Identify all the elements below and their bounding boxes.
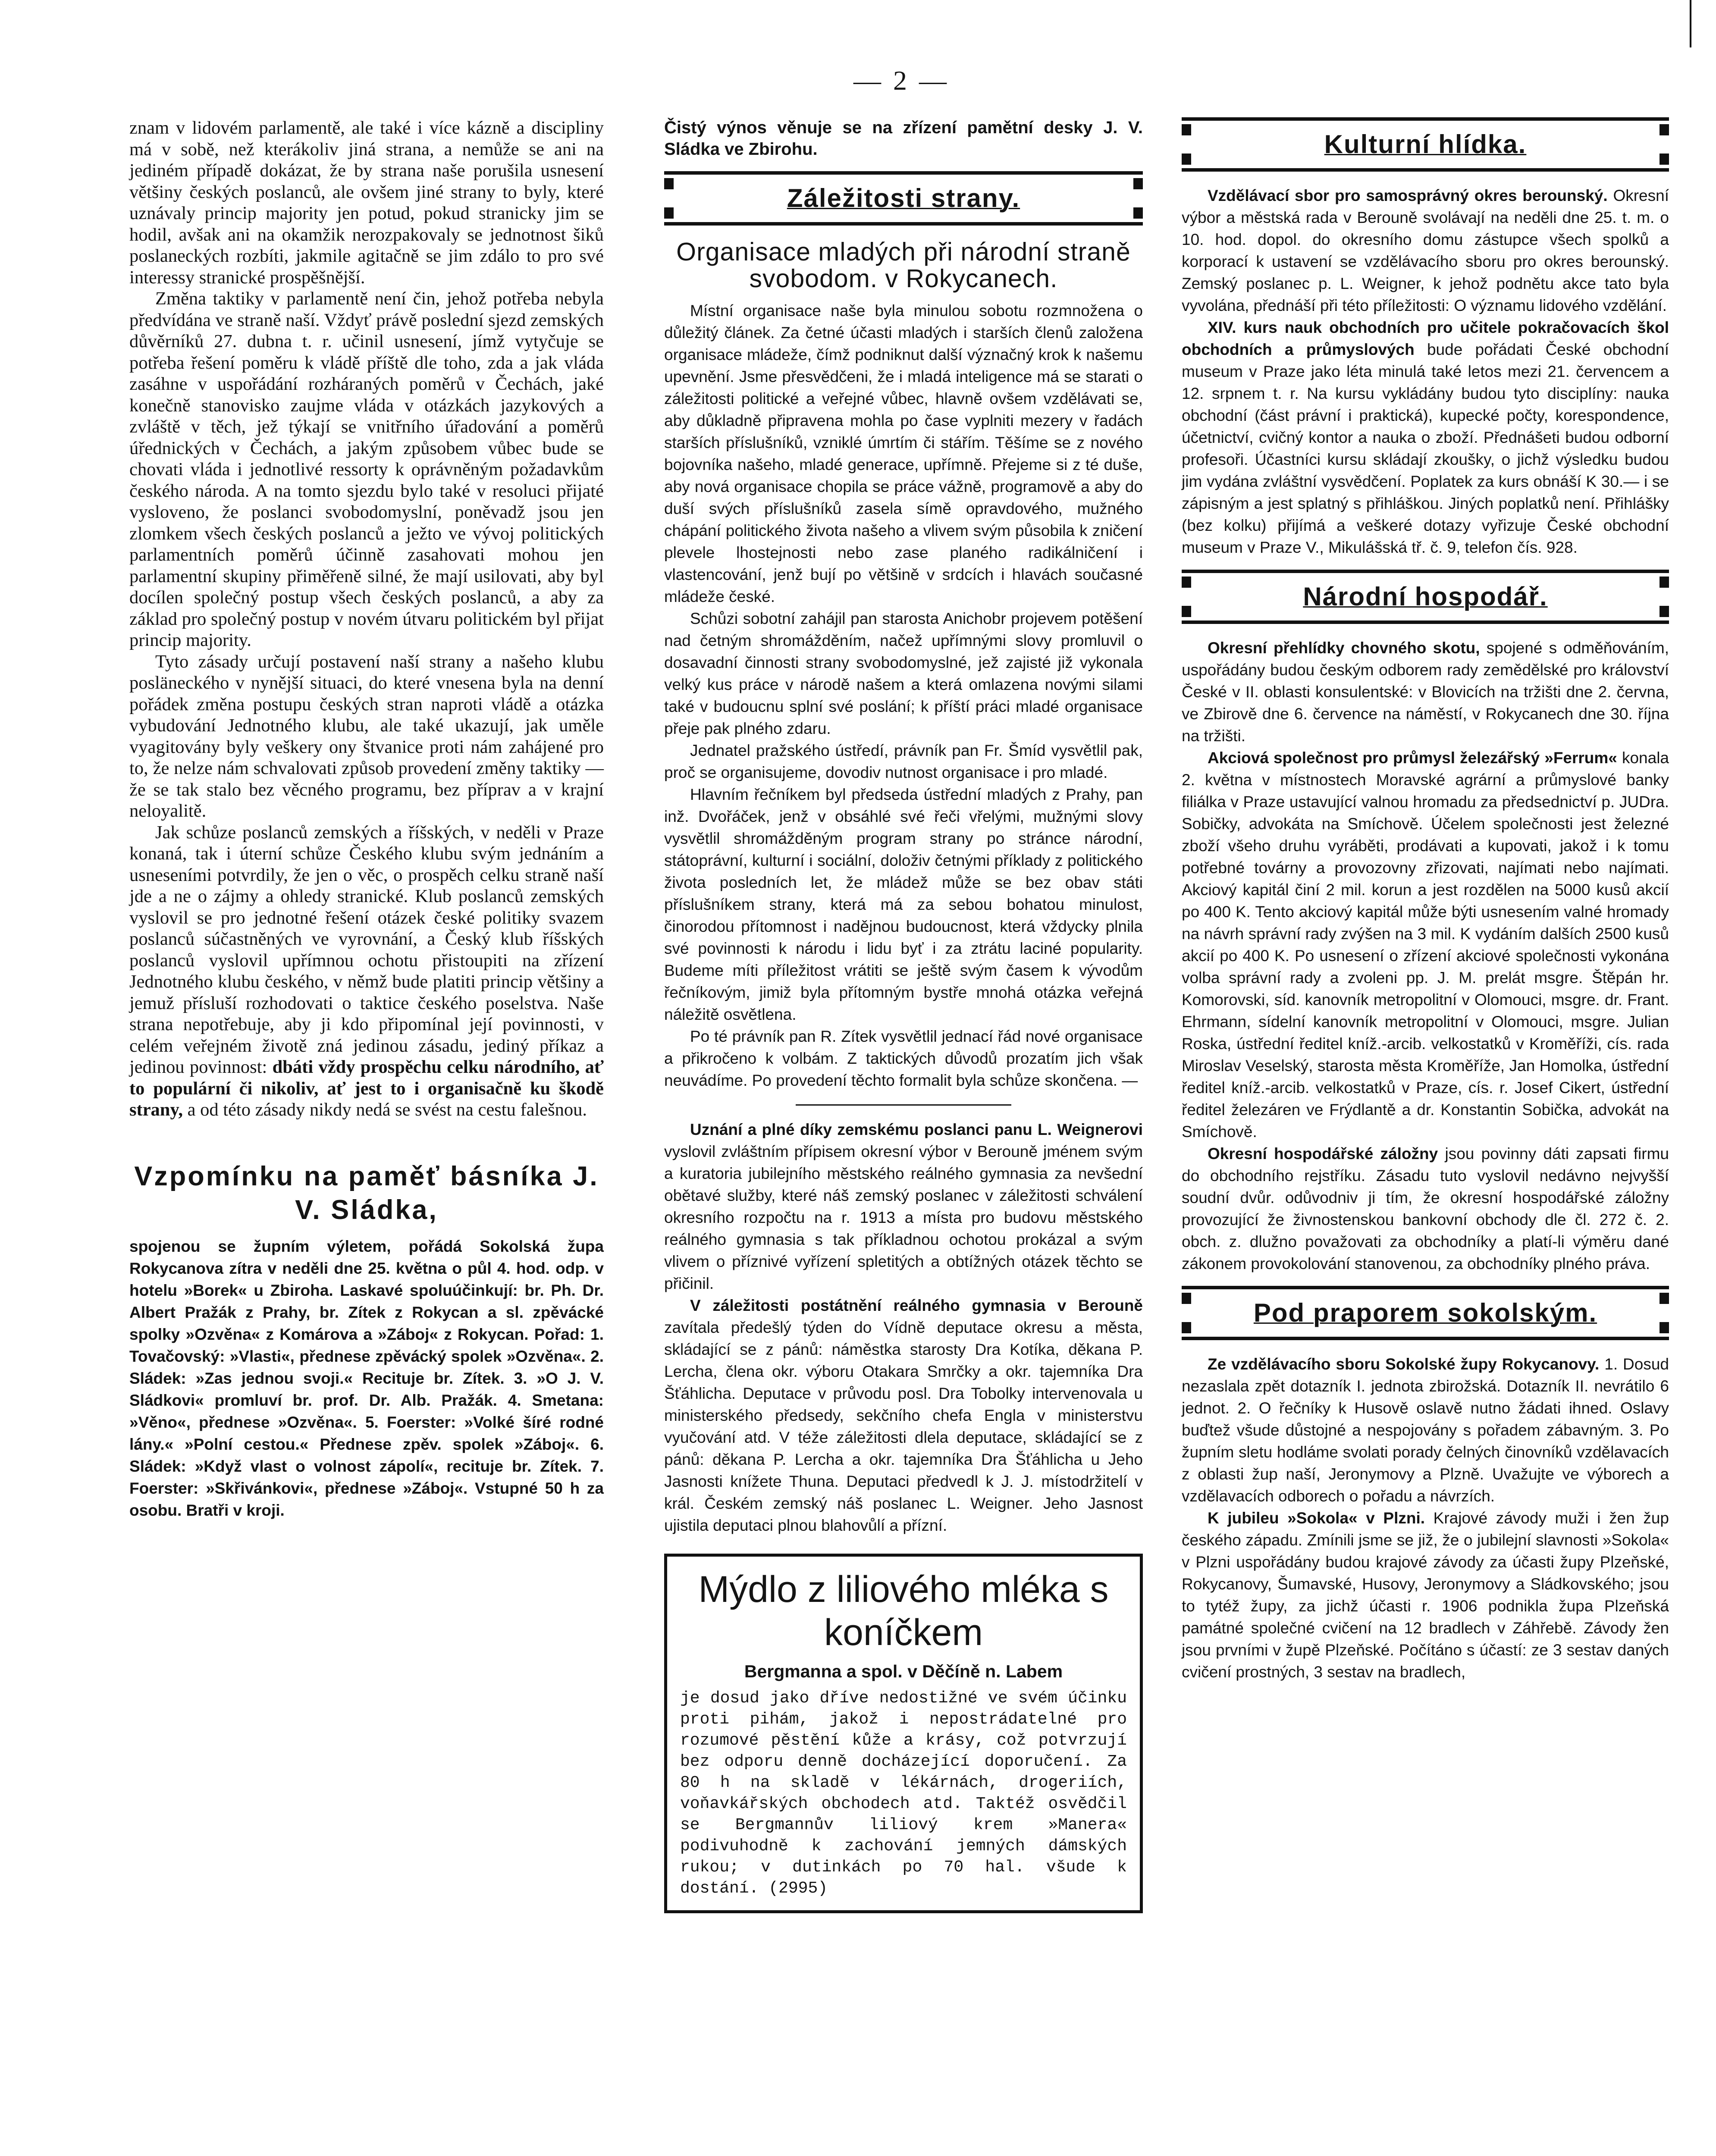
- column-3: [1182, 117, 1669, 1683]
- corner-square-icon: [664, 178, 674, 189]
- paragraph: [1182, 185, 1669, 317]
- corner-square-icon: [1660, 1293, 1669, 1304]
- paragraph: znam v lidovém parlamentě, ale také i více kázně a discipliny má v sobě, než kterákoliv jiná strana, a nemůže se ani na jediném případě dokázat, že by strana naše porušila usnesení většiny českých poslanců, ale ovšem jiné strany to byly, které uznávaly princip majority jen potud, pokud stranicky jim se hodil, avšak ani na okamžik nerozpakovaly se jednotnost šiků poslaneckých rozbíti, jakmile agitačně se jim zdálo to pro své interessy stranické prospěšnější.: [129, 118, 604, 288]
- paragraph: [1182, 637, 1669, 747]
- article-heading: Organisace mladých při národní straně svobodom. v Rokycanech.: [676, 238, 1131, 293]
- bold-text: Ze vzdělávacího sboru Sokolské župy Rokycanovy.: [1208, 1355, 1600, 1373]
- corner-square-icon: [1182, 577, 1191, 588]
- ad-company: Bergmanna a spol. v Děčíně n. Labem: [744, 1661, 1063, 1681]
- section-title: Národní hospodář.: [1303, 582, 1548, 611]
- paragraph-text: Jak schůze poslanců zemských a říšských, v neděli v Praze konaná, tak i úterní schůze Českého klubu svým jednáním a usneseními potvrdily, že jen o věc, o prospěch celku straně naší jde a ne o zájmy a ohledy stranické. Klub poslanců zemských vyslovil se pro jednotné řešení otázek české politiky svazem poslanců súčastněných ve vyrovnání, a Český klub říšských poslanců vyslovil upřímnou ochotu přistoupiti na zřízení Jednotného klubu českého, v němž bude platiti princip většiny a jemuž přísluší rozhodovati o taktice českého poselstva. Naše strana nepotřebuje, aby ji kdo připomínal její povinnosti, v celém veřejném životě zná jedinou zásadu, jediný příkaz a jedinou povinnost:: [129, 822, 604, 1077]
- bold-text: XIV. kurs nauk obchodních pro učitele pokračovacích škol obchodních a průmyslových: [1182, 319, 1669, 358]
- paragraph-text: vyslovil zvláštním přípisem okresní výbor v Berouně jménem svým a kuratoria jubilejního městského reálného gymnasia za nevšední obětavé služby, které náš zemský poslanec v záležitosti schválení okresního rozpočtu na r. 1913 a místa pro budovu městského reálného gymnasia s tak příkladnou ochotou prokázal a svým vlivem o příznivé vyřízení spletitých a obtížných otázek těchto se přičinil.: [664, 1143, 1143, 1292]
- paragraph: Schůzi sobotní zahájil pan starosta Anichobr projevem potěšení nad četným shromážděním, načež upřímnými slovy promluvil o dosavadní činnosti strany svobodomyslné, jež zajisté již vykonala velký kus práce v národě našem a která omlazena novými silami také v budoucnu splní své poslání; k příští práci mladé organisace přeje pak plného zdaru.: [664, 610, 1143, 737]
- section-header-box: [1182, 1286, 1669, 1340]
- ad-body: je dosud jako dříve nedostižné ve svém účinku proti pihám, jakož i nepostrádatelné pro rozumové pěstění kůže a krásy, což potvrzují bez odporu denně docházející doporučení. Za 80 h na skladě v lékárnách, drogeriích, voňavkářských obchodech atd. Taktéž osvědčil se Bergmannův liliový krem »Manera« podivuhodně k zachování jemných dámských rukou; v dutinkách po 70 hal. všude k dostání. (2995): [680, 1689, 1127, 1898]
- paragraph-text: Krajové závody muži i žen žup českého západu. Zmínili jsme se již, že o jubilejní slavnosti »Sokola« v Plzni uspořádány budou krajové závody za účasti župy Plzeňské, Rokycanovy, Šumavské, Husovy, Jeronymovy a Sládkovského; jsou to tytéž župy, za jichž účasti r. 1906 podnikla župa Plzeňská památné společné cvičení na 12 bradlech v Záhřebě. Závody žen jsou prvními v župě Plzeňské. Počítáno s účastí: ze 3 sestav daných cvičení prostných, 3 sestav na bradlech,: [1182, 1509, 1669, 1681]
- corner-square-icon: [1182, 124, 1191, 135]
- paragraph: Hlavním řečníkem byl předseda ústřední mladých z Prahy, pan inž. Dvořáček, jenž v obsáhlé své řeči vřelými, mužnými slovy vysvětlil shromážděným program strany po stránce národní, státoprávní, kulturní i sociální, doloživ četnými příklady z politického života posledních let, že mládež může se bez obav státi příslušníkem strany, která má za sebou bohatou minulost, činorodou přítomnost i nadějnou budoucnost, která vždycky plnila své povinnosti k národu i lidu byť i za ztrátu laciné popularity. Budeme míti příležitost vrátiti se ještě svým časem k vývodům řečníkovým, jimiž byla přítomným bystře mnohá otázka veřejná náležitě osvětlena.: [664, 786, 1143, 1023]
- corner-square-icon: [1660, 154, 1669, 165]
- section-header-box: [1182, 117, 1669, 172]
- page-number: — 2 —: [853, 65, 949, 96]
- corner-square-icon: [1182, 1322, 1191, 1333]
- paragraph: [1182, 1353, 1669, 1507]
- advertisement: [664, 1554, 1143, 1913]
- paragraph: [664, 1119, 1143, 1294]
- corner-square-icon: [1182, 154, 1191, 165]
- bold-text: Okresní přehlídky chovného skotu,: [1208, 639, 1480, 657]
- paragraph: [1182, 1143, 1669, 1275]
- bold-text: Okresní hospodářské záložny: [1208, 1145, 1438, 1163]
- corner-square-icon: [1182, 1293, 1191, 1304]
- bold-text: dbáti vždy prospěchu celku národního, ať to populární či nikoliv, ať jest to i organisačně ku škodě strany,: [129, 1057, 604, 1120]
- paragraph-text: jsou povinny dáti zapsati firmu do obchodního rejstříku. Zásadu tuto vyslovil nedávno nejvyšší soudní dvůr. odůvodniv ji tím, že okresní hospodářské záložny provozující že živnostenskou bankovní obchody dle čl. 272 č. 2. obch. z. dlužno považovati za obchodníky a platí-li výměru dané zákonem provokolování stanovenou, za obchodníky plného práva.: [1182, 1145, 1669, 1272]
- paragraph: Tyto zásady určují postavení naší strany a našeho klubu posläneckého v nynější situaci, do které vnesena byla na denní pořádek změna postupu českých stran naproti vládě a otázka vybudování Jednotného klubu, ale také ukazují, jak uměle vyagitovány byly veškery ony štvanice proti nám zahájené pro to, že nelze nám schvalovati způsob provedení změny taktiky — že se tak stalo bez věcného programu, bez příprav a v krajní neloyalitě.: [129, 651, 604, 821]
- section-header-box: [664, 171, 1143, 226]
- paragraph-text: konala 2. května v místnostech Moravské agrární a průmyslové banky filiálka v Praze ustavující valnou hromadu za předsednictví p. JUDra. Sobičky, advokáta na Smíchově. Účelem společnosti jest železné zboží všeho druhu vyráběti, prodávati a kupovati, jakož i k tomu potřebné továrny a provozovny zřizovati, najímati nebo najímati. Akciový kapitál činí 2 mil. korun a jest rozdělen na 5000 kusů akcií po 400 K. Tento akciový kapitál může býti usnesením valné hromady na návrh správní rady zvýšen na 3 mil. K vydáním dalších 2500 kusů akcií po 400 K. Po usnesení o zřízení akciové společnosti vykonána volba správní rady a zvoleni pp. J. M. prelát msgre. Štěpán hr. Komorovski, síd. kanovník metropolitní v Olomouci, msgre. dr. Frant. Ehrmann, sídelní kanovník metropolitní v Olomouci, msgre. Julian Roska, ústřední ředitel kníž.-arcib. velkostatků v Kroměříži, cís. rada Miroslav Veselský, starosta města Kroměříže, Jan Homolka, ústřední ředitel kníž.-arcib. velkostatků v Praze, cís. r. Josef Cikert, ústřední ředitel železáren ve Frýdlantě a dr. Konstantin Sobička, advokát na Smíchově.: [1182, 749, 1669, 1141]
- paragraph: Změna taktiky v parlamentě není čin, jehož potřeba nebyla předvídána ve straně naší. Vždyť právě poslední sjezd zemských důvěrníků 27. dubna t. r. učinil usnesení, jímž vytyčuje se potřeba řešení poměru k vládě příště dle toho, zda a jak vláda zasáhne v uspořádání rozháraných poměrů v Čechách, jaké konečně stanovisko zaujme vláda v otázkách jazykových a zvláště v těch, jež týkají se vnitřního úřadování a poměrů úřednických v Čechách, a jakým způsobem vůbec bude se chovati vláda i jednotlivé ressorty k oprávněným požadavkům českého národa. A na tomto sjezdu bylo také v resoluci přijaté vysloveno, že poslanci svobodomyslní, poněvadž jsou jen zlomkem všech českých poslanců a ježto ve vývoj politických parlamentních poměrů účinně zasahovati mohou jen parlamentní skupiny přiměřeně silné, že mají usilovati, aby byl docílen společný postup všech českých poslanců, a aby za základ pro společný postup v novém útvaru politickém byl přijat princip majority.: [129, 288, 604, 650]
- paragraph-text: Okresní výbor a městská rada v Berouně svolávají na neděli dne 25. t. m. o 10. hod. dopol. do okresního domu zástupce všech spolků a korporací k ustavení se vzdělávacího sboru pro okres berounský. Zemský poslanec p. L. Weigner, k jehož podnětu akce tato byla vyvolána, přednáší při této příležitosti: O významu lidového vzdělání.: [1182, 187, 1669, 314]
- paragraph: [1182, 317, 1669, 558]
- corner-square-icon: [1133, 207, 1143, 219]
- paragraph-text: a od této zásady nikdy nedá se svést na cestu falešnou.: [187, 1100, 587, 1120]
- scan-edge-mark: [1690, 0, 1691, 47]
- corner-square-icon: [1133, 178, 1143, 189]
- paragraph: spojenou se župním výletem, pořádá Sokolská župa Rokycanova zítra v neděli dne 25. května o půl 4. hod. odp. v hotelu »Borek« u Zbiroha. Laskavé spoluúčinkují: br. Ph. Dr. Albert Pražák z Prahy, br. Zítek z Rokycan a sl. zpěvácké spolky »Ozvěna« z Komárova a »Záboj« z Rokycan. Pořad: 1. Tovačovský: »Vlasti«, přednese zpěvácký spolek »Ozvěna«. 2. Sládek: »Zas jednou svoji.« Recituje br. Zítek. 3. »O J. V. Sládkovi« promluví br. prof. Dr. Alb. Pražák. 4. Smetana: »Věno«, přednese »Ozvěna«. 5. Foerster: »Volké šíré rodné lány.« »Polní cestou.« Přednese zpěv. spolek »Záboj«. 6. Sládek: »Když vlast o volnost zápolí«, recituje br. Zítek. 7. Foerster: »Skřivánkovi«, přednese »Záboj«. Vstupné 50 h za osobu. Bratři v kroji.: [129, 1237, 604, 1519]
- paragraph: [1182, 1507, 1669, 1683]
- section-header-box: [1182, 570, 1669, 624]
- section-title: Záležitosti strany.: [787, 184, 1020, 213]
- bold-text: Uznání a plné díky zemskému poslanci panu L. Weignerovi: [690, 1121, 1143, 1138]
- paragraph: [1182, 747, 1669, 1143]
- paragraph: [129, 822, 604, 1121]
- bold-text: Vzdělávací sbor pro samosprávný okres berounský.: [1208, 187, 1608, 204]
- column-1: [129, 117, 604, 1521]
- paragraph-text: spojené s odměňováním, uspořádány budou českým odborem rady zemědělské pro království České v II. oblasti konsulentské: v Blovicích na tržišti dne 2. června, ve Zbirově dne 6. července na náměstí, v Rokycanech dne 30. října na tržišti.: [1182, 639, 1669, 745]
- bold-text: Akciová společnost pro průmysl železářský »Ferrum«: [1208, 749, 1617, 767]
- corner-square-icon: [1660, 1322, 1669, 1333]
- corner-square-icon: [1660, 606, 1669, 617]
- bold-text: K jubileu »Sokola« v Plzni.: [1208, 1509, 1425, 1527]
- paragraph: Jednatel pražského ústředí, právník pan Fr. Šmíd vysvětlil pak, proč se organisujeme, dovodiv nutnost organisace i pro mladé.: [664, 742, 1143, 781]
- corner-square-icon: [664, 207, 674, 219]
- paragraph-text: 1. Dosud nezaslala zpět dotazník I. jednota zbirožská. Dotazník II. nevrátilo 6 jednot. 2. O řečníky k Husově oslavě nutno žádati ihned. Oslavy buďtež všude důstojné a nespojovány s pořadem zábavným. 3. Po župním sletu hodláme svolati porady čelných činovníků vzdělavacích z oblasti žup naší, Jeronymovy a Plzně. Uvažujte ve výborech a vzdělavacích odborech o pořadu a návrzích.: [1182, 1355, 1669, 1505]
- bold-text: V záležitosti postátnění reálného gymnasia v Berouně: [690, 1297, 1143, 1314]
- ad-title: Mýdlo z liliového mléka s koníčkem: [698, 1569, 1109, 1653]
- paragraph-text: zavítala předešlý týden do Vídně deputace okresu a města, skládající se z pánů: náměstka starosty Dra Kotíka, děkana P. Lercha, člena okr. výboru Otakara Smrčky a okr. tajemníka Dra Šťáhlicha. Deputace v průvodu posl. Dra Tobolky intervenovala u ministerského předsedy, sekčního chefa Engla v ministerstvu vyučování atd. V téže záležitosti dlela deputace, skládající se z pánů: děkana P. Lercha a okr. tajemníka Dra Šťáhlicha u Jeho Jasnosti knížete Thuna. Deputaci předvedl k J. J. místodržitelí v král. Českém zemský náš poslanec L. Weigner. Jeho Jasnost ujistila deputaci plnou blahovůlí a přízní.: [664, 1319, 1143, 1534]
- paragraph: Čistý výnos věnuje se na zřízení pamětní desky J. V. Sládka ve Zbirohu.: [664, 118, 1143, 159]
- article-heading: Vzpomínku na paměť básníka J. V. Sládka,: [134, 1161, 599, 1225]
- paragraph: [664, 1294, 1143, 1536]
- section-title: Pod praporem sokolským.: [1253, 1298, 1597, 1328]
- section-title: Kulturní hlídka.: [1324, 130, 1527, 159]
- corner-square-icon: [1182, 606, 1191, 617]
- paragraph: Po té právník pan R. Zítek vysvětlil jednací řád nové organisace a přikročeno k volbám. Z taktických důvodů prozatím jich však neuvádíme. Po provedení těchto formalit byla schůze skončena. —: [664, 1028, 1143, 1089]
- paragraph-text: bude pořádati České obchodní museum v Praze jako léta minulá také letos mezi 21. červencem a 12. srpnem t. r. Na kursu vykládány budou tyto disciplíny: nauka obchodní (část právní i praktická), kupecké počty, korespondence, účetnictví, cvičný kontor a nauka o zboží. Přednášeti budou odborní profesoři. Účastníci kursu skládají zkoušky, o jichž výsledku budou jim vydána zvláštní vysvědčení. Poplatek za kurs obnáší K 30.— i se zápisným a jest splatný s přihláškou. Jiných poplatků není. Přihlášky (bez kolku) přijímá a veškeré dotazy vyřizuje České obchodní museum v Praze V., Mikulášská tř. č. 9, telefon čís. 928.: [1182, 341, 1669, 556]
- column-2: [664, 117, 1143, 1913]
- paragraph: Místní organisace naše byla minulou sobotu rozmnožena o důležitý článek. Za četné účasti mladých i starších členů založena organisace mládeže, čímž podniknut další význačný krok k našemu upevnění. Jsme přesvědčeni, že i mladá inteligence má se starati o záležitosti politické a veřejné vůbec, hlavně ovšem vzdělávati se, aby důkladně připravena mohla po čase vyplniti mezery v řadách starších příslušníků, vzniklé úmrtím či stářím. Těšíme se z nového bojovníka našeho, mladé generace, upřímně. Přejeme si z té duše, aby nová organisace chopila se práce vážně, programově a aby do duší svých příslušníků zasela símě opravdového, mužného chápání politického života našeho a vlivem svým působila k zničení plevele lhostejnosti nebo zase planého radikálničení i vlastencování, jenž bují po většině v srdcích i hlavách současné mládeže české.: [664, 302, 1143, 605]
- corner-square-icon: [1660, 124, 1669, 135]
- corner-square-icon: [1660, 577, 1669, 588]
- divider: [796, 1104, 1011, 1106]
